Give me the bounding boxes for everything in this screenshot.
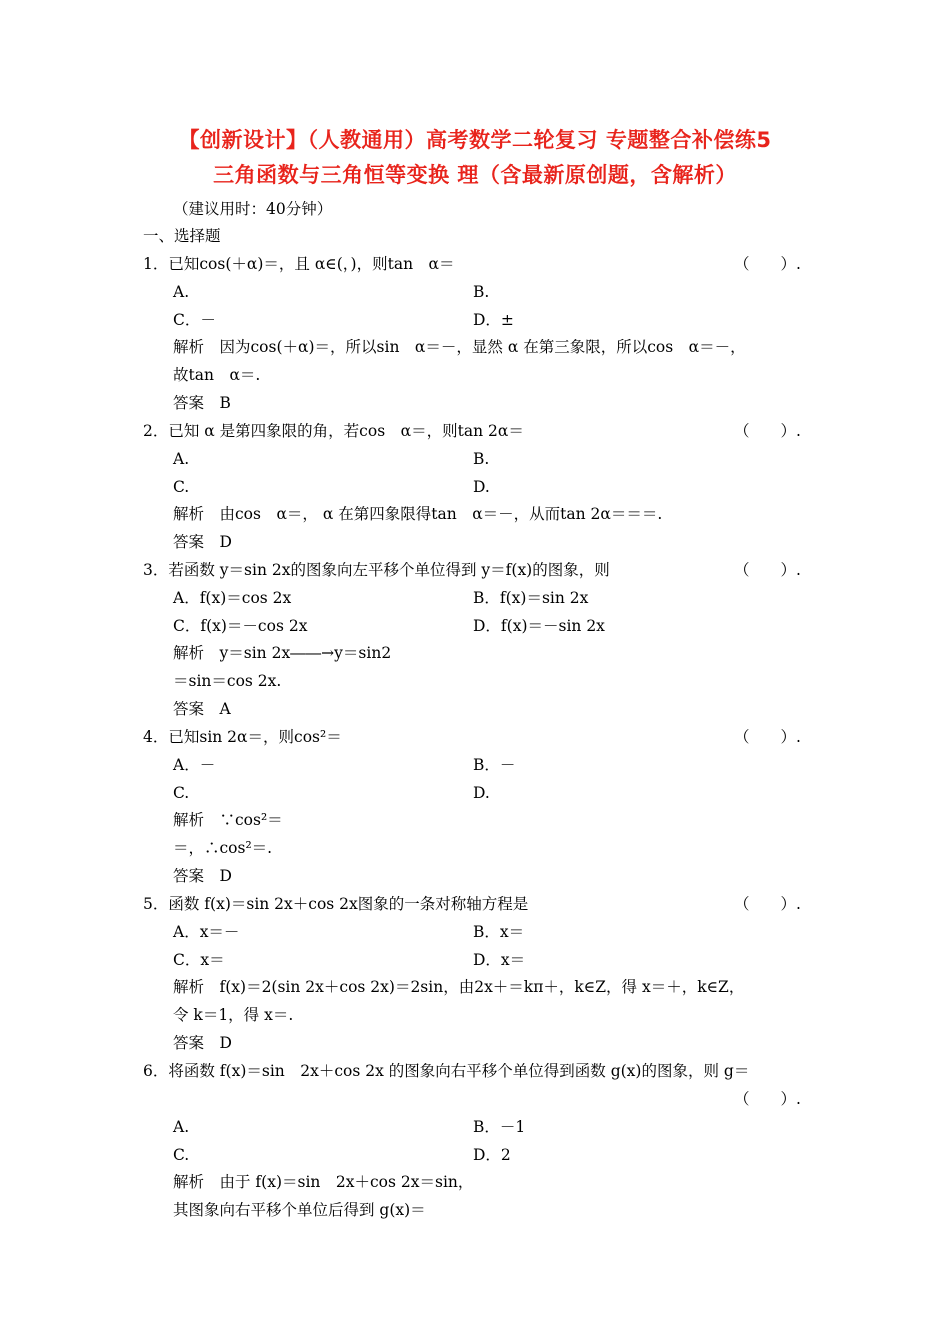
q4-option-c: C. (173, 784, 190, 802)
q6-option-b: B．－1 (473, 1118, 526, 1136)
q5-answer-paren: （ ）. (734, 895, 801, 913)
q1-option-a: A. (173, 283, 190, 301)
q4-option-b: B．－ (473, 756, 516, 774)
q2-option-d: D. (473, 478, 490, 496)
q1-stem: 1．已知cos(＋α)＝，且 α∈(，)，则tan α＝ (143, 255, 455, 273)
q3-answer-paren: （ ）. (734, 561, 801, 579)
q3-option-a: A．f(x)＝cos 2x (173, 589, 292, 607)
q3-stem: 3．若函数 y＝sin 2x的图象向左平移个单位得到 y＝f(x)的图象，则 (143, 561, 610, 579)
q5-stem: 5．函数 f(x)＝sin 2x＋cos 2x图象的一条对称轴方程是 (143, 895, 529, 913)
q4-option-a: A．－ (173, 756, 216, 774)
time-note: （建议用时：40分钟） (173, 200, 333, 218)
q4-option-d: D. (473, 784, 490, 802)
q3-analysis-2: ＝sin＝cos 2x. (173, 672, 282, 690)
q2-answer: 答案 D (173, 533, 232, 551)
q1-option-c: C．－ (173, 311, 216, 329)
q1-analysis-2: 故tan α＝. (173, 366, 261, 384)
q6-analysis-1: 解析 由于 f(x)＝sin 2x＋cos 2x＝sin， (173, 1173, 474, 1191)
q6-option-d: D．2 (473, 1146, 511, 1164)
q5-option-d: D．x＝ (473, 951, 526, 969)
q2-option-a: A. (173, 450, 190, 468)
doc-title-line-1: 【创新设计】（人教通用）高考数学二轮复习 专题整合补偿练5 (178, 128, 772, 152)
q5-answer: 答案 D (173, 1034, 232, 1052)
q2-option-c: C. (173, 478, 190, 496)
q3-analysis-1: 解析 y＝sin 2x――→y＝sin2 (173, 644, 392, 662)
q1-option-d: D．± (473, 311, 514, 329)
q6-answer-paren: （ ）. (734, 1090, 801, 1108)
q4-answer: 答案 D (173, 867, 232, 885)
q1-analysis-1: 解析 因为cos(＋α)＝，所以sin α＝－，显然 α 在第三象限，所以cos α＝－， (173, 338, 746, 356)
q2-answer-paren: （ ）. (734, 422, 801, 440)
q5-analysis-1: 解析 f(x)＝2(sin 2x＋cos 2x)＝2sin，由2x＋＝kπ＋，k∈Z，得 x＝＋，k∈Z， (173, 978, 745, 996)
doc-title-line-2: 三角函数与三角恒等变换 理（含最新原创题，含解析） (213, 163, 737, 187)
q4-answer-paren: （ ）. (734, 728, 801, 746)
q3-answer: 答案 A (173, 700, 231, 718)
q3-option-b: B．f(x)＝sin 2x (473, 589, 589, 607)
q3-option-d: D．f(x)＝－sin 2x (473, 617, 605, 635)
q5-option-c: C．x＝ (173, 951, 225, 969)
q6-stem: 6．将函数 f(x)＝sin 2x＋cos 2x 的图象向右平移个单位得到函数 g(x)的图象，则 g＝ (143, 1062, 750, 1080)
q2-stem: 2．已知 α 是第四象限的角，若cos α＝，则tan 2α＝ (143, 422, 524, 440)
q5-analysis-2: 令 k＝1，得 x＝. (173, 1006, 294, 1024)
section-heading: 一、选择题 (143, 227, 221, 245)
q2-option-b: B. (473, 450, 490, 468)
q1-option-b: B. (473, 283, 490, 301)
q1-answer-paren: （ ）. (734, 255, 801, 273)
q6-option-a: A. (173, 1118, 190, 1136)
q4-stem: 4．已知sin 2α＝，则cos²＝ (143, 728, 342, 746)
q5-option-b: B．x＝ (473, 923, 525, 941)
q3-option-c: C．f(x)＝－cos 2x (173, 617, 308, 635)
q6-option-c: C. (173, 1146, 190, 1164)
q4-analysis-2: ＝，∴cos²＝. (173, 839, 273, 857)
q5-option-a: A．x＝－ (173, 923, 240, 941)
q1-answer: 答案 B (173, 394, 231, 412)
q2-analysis-1: 解析 由cos α＝， α 在第四象限得tan α＝－，从而tan 2α＝＝＝. (173, 505, 663, 523)
q6-analysis-2: 其图象向右平移个单位后得到 g(x)＝ (173, 1201, 426, 1219)
q4-analysis-1: 解析 ∵cos²＝ (173, 811, 283, 829)
